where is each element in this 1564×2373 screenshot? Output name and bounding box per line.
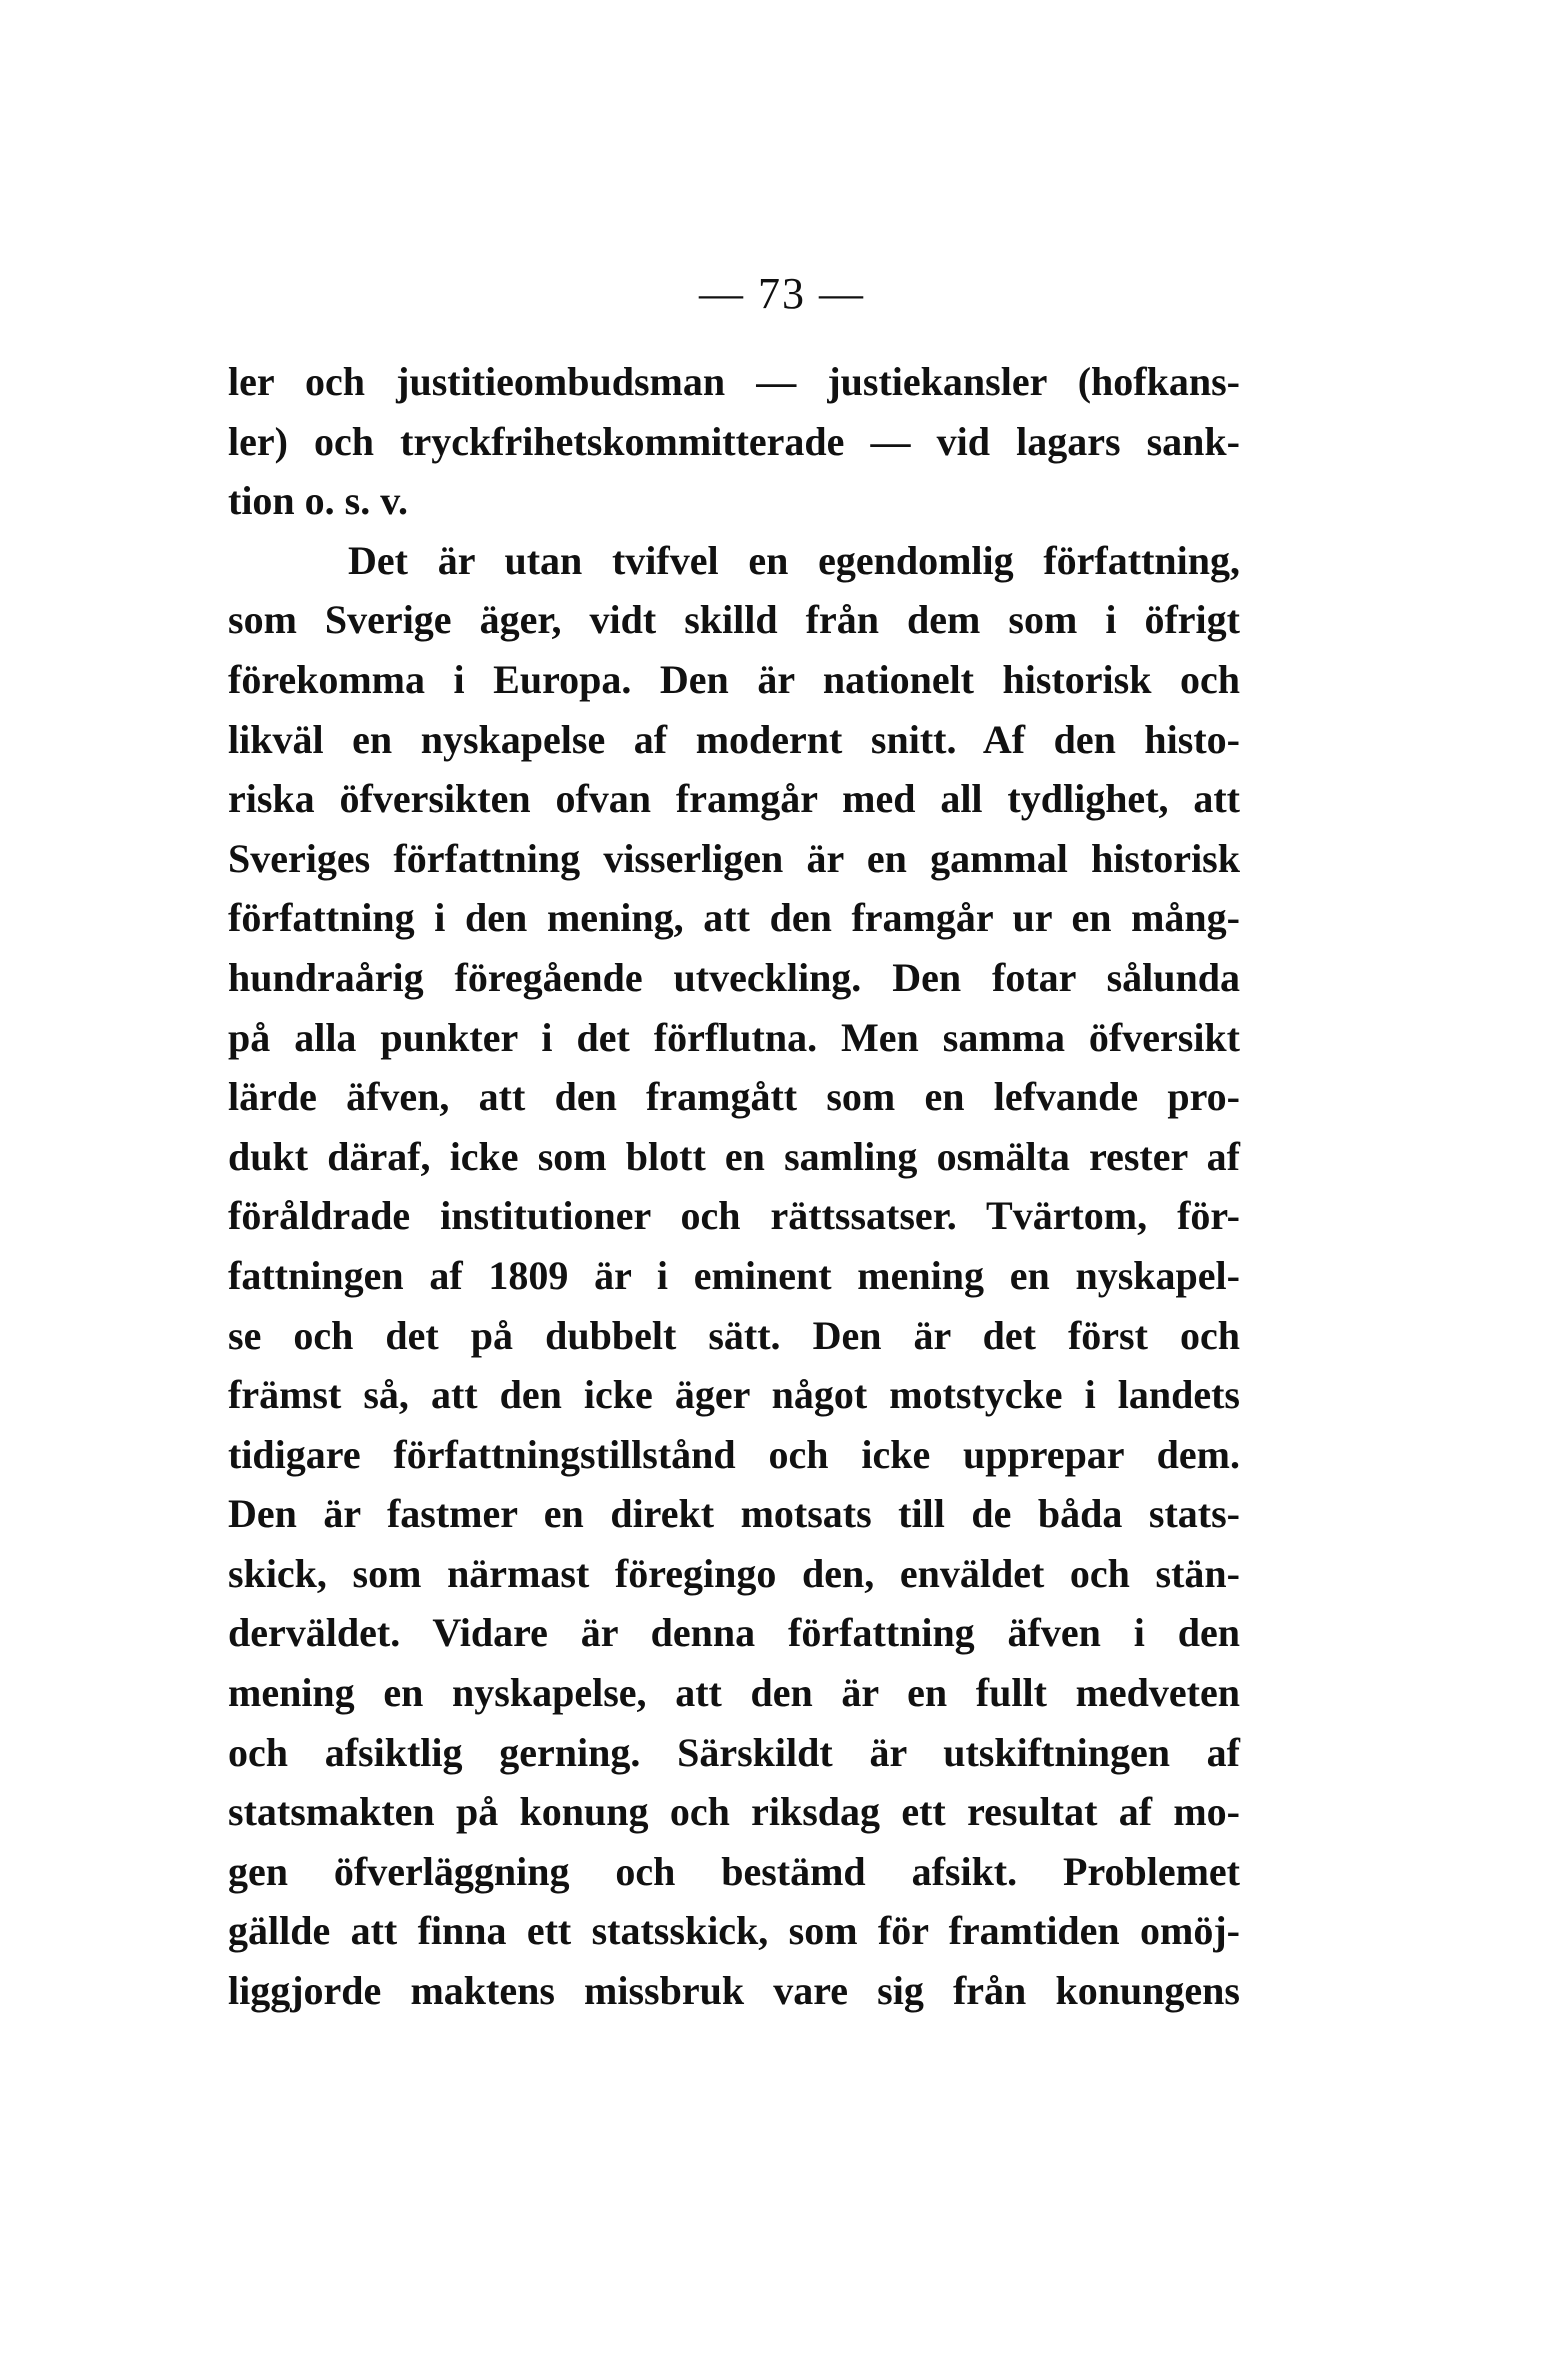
page-number: — 73 — <box>699 269 865 318</box>
text-line: likväl en nyskapelse af modernt snitt. Af den histo- <box>228 716 1240 762</box>
text-line: se och det på dubbelt sätt. Den är det först och <box>228 1312 1240 1358</box>
text-line: Sveriges författning visserligen är en gammal historisk <box>228 835 1240 881</box>
text-line: mening en nyskapelse, att den är en fullt medveten <box>228 1670 1240 1716</box>
text-line: Det är utan tvifvel en egendomlig författning, <box>348 537 1240 583</box>
text-line: gällde att finna ett statsskick, som för framtiden omöj- <box>228 1908 1240 1954</box>
text-line: ler och justitieombudsman — justiekansler (hofkans- <box>228 359 1240 404</box>
text-line: författning i den mening, att den framgår ur en mång- <box>228 895 1240 941</box>
text-line: tion o. s. v. <box>228 478 409 524</box>
body-text <box>228 352 1240 2021</box>
text-line: derväldet. Vidare är denna författning äfven i den <box>228 1610 1240 1656</box>
text-line: hundraårig föregående utveckling. Den fotar sålunda <box>228 954 1240 1000</box>
text-line: på alla punkter i det förflutna. Men samma öfversikt <box>228 1014 1240 1060</box>
text-line: tidigare författningstillstånd och icke upprepar dem. <box>228 1431 1240 1477</box>
text-line: som Sverige äger, vidt skilld från dem som i öfrigt <box>228 597 1240 643</box>
text-line: föråldrade institutioner och rättssatser. Tvärtom, för- <box>228 1193 1240 1239</box>
text-line: statsmakten på konung och riksdag ett resultat af mo- <box>228 1789 1240 1835</box>
text-line: dukt däraf, icke som blott en samling osmälta rester af <box>228 1133 1240 1179</box>
text-line: skick, som närmast föregingo den, enväldet och stän- <box>228 1550 1240 1596</box>
text-line: Den är fastmer en direkt motsats till de båda stats- <box>228 1491 1240 1537</box>
text-line: lärde äfven, att den framgått som en lefvande pro- <box>228 1074 1240 1120</box>
text-line: riska öfversikten ofvan framgår med all tydlighet, att <box>228 776 1240 822</box>
text-line: fattningen af 1809 är i eminent mening en nyskapel- <box>228 1252 1240 1298</box>
text-line: förekomma i Europa. Den är nationelt historisk och <box>228 656 1240 702</box>
text-line: gen öfverläggning och bestämd afsikt. Problemet <box>228 1848 1240 1894</box>
text-line: främst så, att den icke äger något motstycke i landets <box>228 1372 1240 1418</box>
text-line: och afsiktlig gerning. Särskildt är utskiftningen af <box>228 1729 1240 1775</box>
text-line: liggjorde maktens missbruk vare sig från konungens <box>228 1968 1240 2014</box>
text-line: ler) och tryckfrihetskommitterade — vid lagars sank- <box>228 418 1240 464</box>
